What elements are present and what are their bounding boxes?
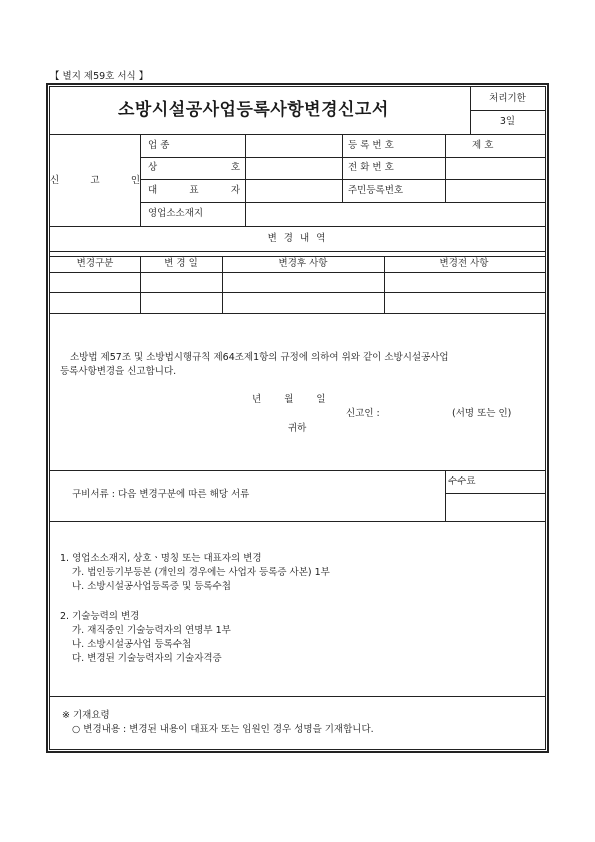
registration-number-value: 제 호 — [472, 140, 494, 151]
notes-item: ○ 변경내용 : 변경된 내용이 대표자 또는 임원인 경우 성명을 기재합니다. — [72, 724, 374, 735]
declaration-text-line2: 등록사항변경을 신고합니다. — [60, 366, 177, 377]
fee-label: 수수료 — [448, 476, 476, 487]
table-row[interactable] — [51, 273, 544, 291]
applicant-label: 신 고 인 — [50, 175, 140, 186]
requirement-group1-title: 1. 영업소소재지, 상호ㆍ명칭 또는 대표자의 변경 — [60, 553, 262, 564]
processing-label: 처리기한 — [489, 93, 526, 104]
business-type-label: 업 종 — [148, 140, 170, 151]
changes-section-title: 변 경 내 역 — [267, 233, 328, 244]
column-change-date: 변 경 일 — [164, 258, 198, 269]
column-after-change: 변경후 사항 — [278, 258, 328, 269]
required-documents-label: 구비서류 : 다음 변경구분에 따른 해당 서류 — [72, 489, 250, 500]
requirement-group2-title: 2. 기술능력의 변경 — [60, 611, 140, 622]
list-item: 가. 재직중인 기술능력자의 연명부 1부 — [72, 625, 231, 636]
list-item: 나. 소방시설공사업 등록수첩 — [72, 639, 192, 650]
business-type-field[interactable] — [246, 135, 341, 156]
resident-number-label: 주민등록번호 — [348, 185, 404, 196]
resident-number-field[interactable] — [446, 180, 544, 201]
list-item: 나. 소방시설공사업등록증 및 등록수첩 — [72, 581, 231, 592]
declaration-date: 년 월 일 — [252, 394, 326, 405]
declaration-addressee: 귀하 — [288, 423, 307, 434]
declaration-signature: (서명 또는 인) — [452, 408, 512, 419]
representative-field[interactable] — [246, 180, 341, 201]
form-number: 【 별지 제59호 서식 】 — [50, 71, 149, 82]
registration-number-label: 등 록 번 호 — [348, 140, 394, 151]
column-before-change: 변경전 사항 — [439, 258, 489, 269]
declaration-text-line1: 소방법 제57조 및 소방법시행규칙 제64조제1항의 규정에 의하여 위와 같이 소방시설공사업 — [70, 352, 449, 363]
notes-title: ※ 기재요령 — [62, 710, 110, 721]
registration-number-field[interactable] — [446, 135, 544, 156]
address-label: 영업소소재지 — [148, 208, 204, 219]
trade-name-field[interactable] — [246, 158, 341, 178]
declaration-signer: 신고인 : — [346, 408, 380, 419]
phone-field[interactable] — [446, 158, 544, 178]
table-row[interactable] — [51, 293, 544, 312]
processing-value: 3일 — [499, 116, 516, 127]
column-change-type: 변경구분 — [76, 258, 114, 269]
list-item: 다. 변경된 기술능력자의 기술자격증 — [72, 653, 222, 664]
address-field[interactable] — [246, 203, 544, 225]
fee-field[interactable] — [446, 494, 544, 520]
phone-label: 전 화 번 호 — [348, 162, 394, 173]
page-title: 소방시설공사업등록사항변경신고서 — [118, 100, 389, 120]
representative-label: 대 표 자 — [148, 185, 240, 196]
list-item: 가. 법인등기부등본 (개인의 경우에는 사업자 등록증 사본) 1부 — [72, 567, 330, 578]
trade-name-label: 상 호 — [148, 162, 240, 173]
